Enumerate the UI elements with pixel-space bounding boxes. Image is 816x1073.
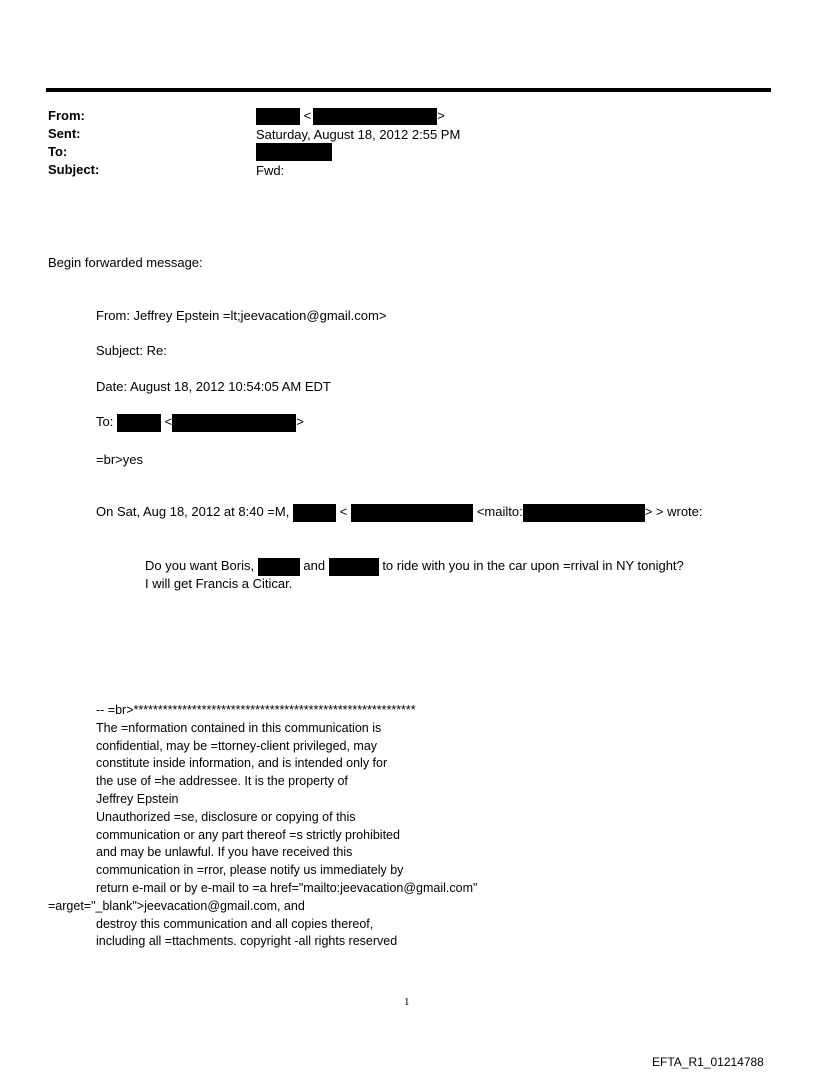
redaction-box xyxy=(258,558,300,576)
msg-and: and xyxy=(303,558,326,573)
fwd-to-label: To: xyxy=(96,414,114,429)
reply-line: =br>yes xyxy=(96,452,143,467)
disclaimer-block xyxy=(48,702,478,951)
redaction-box xyxy=(351,504,473,522)
header-rule xyxy=(46,88,771,92)
subject-label: Subject: xyxy=(48,162,100,177)
disclaimer-line: communication in =rror, please notify us immediately by xyxy=(96,863,404,878)
quote-mailto: <mailto: xyxy=(476,504,523,519)
disclaimer-line: =arget="_blank">jeevacation@gmail.com, and xyxy=(48,898,305,913)
redaction-box xyxy=(256,108,300,125)
quote-wrote: > > wrote: xyxy=(644,504,703,519)
quoted-message-line1 xyxy=(145,557,684,576)
msg-part1: Do you want Boris, xyxy=(145,558,255,573)
msg-part2: to ride with you in the car upon =rrival in NY tonight? xyxy=(382,558,684,573)
fwd-to-gt: > xyxy=(296,414,304,429)
disclaimer-line: constitute inside information, and is intended only for xyxy=(96,756,388,771)
disclaimer-line: including all =ttachments. copyright -all rights reserved xyxy=(96,934,398,949)
quote-lt: < xyxy=(339,504,348,519)
disclaimer-line: return e-mail or by e-mail to =a href="mailto:jeevacation@gmail.com" xyxy=(96,880,478,895)
to-value xyxy=(256,143,332,161)
from-lt: < xyxy=(303,108,312,123)
from-label: From: xyxy=(48,108,85,123)
redaction-box xyxy=(117,414,161,432)
quoted-message-line2: I will get Francis a Citicar. xyxy=(145,576,293,591)
subject-value: Fwd: xyxy=(256,163,285,178)
redaction-box xyxy=(313,108,437,125)
disclaimer-line: communication or any part thereof =s strictly prohibited xyxy=(96,827,400,842)
disclaimer-line: and may be unlawful. If you have received this xyxy=(96,845,353,860)
disclaimer-line: Jeffrey Epstein xyxy=(96,791,179,806)
disclaimer-line: confidential, may be =ttorney-client privileged, may xyxy=(96,738,378,753)
redaction-box xyxy=(256,143,332,161)
fwd-from-line: From: Jeffrey Epstein =lt;jeevacation@gmail.com> xyxy=(96,308,387,323)
fwd-to-line xyxy=(96,413,304,432)
to-label: To: xyxy=(48,144,68,159)
from-gt: > xyxy=(437,108,445,123)
sent-label: Sent: xyxy=(48,126,81,141)
fwd-to-lt: < xyxy=(164,414,173,429)
disclaimer-line: The =nformation contained in this communication is xyxy=(96,720,382,735)
disclaimer-line: the use of =he addressee. It is the property of xyxy=(96,774,348,789)
bates-number: EFTA_R1_01214788 xyxy=(652,1055,764,1069)
quote-prefix: On Sat, Aug 18, 2012 at 8:40 =M, xyxy=(96,504,290,519)
forward-intro: Begin forwarded message: xyxy=(48,255,203,270)
redaction-box xyxy=(293,504,336,522)
disclaimer-line: destroy this communication and all copies thereof, xyxy=(96,916,374,931)
redaction-box xyxy=(329,558,379,576)
fwd-date-line: Date: August 18, 2012 10:54:05 AM EDT xyxy=(96,379,331,394)
disclaimer-line: -- =br>********************************************************** xyxy=(96,703,416,717)
page-number: 1 xyxy=(404,996,410,1008)
quote-header xyxy=(96,503,703,522)
redaction-box xyxy=(172,414,296,432)
disclaimer-line: Unauthorized =se, disclosure or copying of this xyxy=(96,809,356,824)
redaction-box xyxy=(523,504,645,522)
sent-value: Saturday, August 18, 2012 2:55 PM xyxy=(256,127,461,142)
fwd-subject-line: Subject: Re: xyxy=(96,343,167,358)
from-value xyxy=(256,107,445,125)
